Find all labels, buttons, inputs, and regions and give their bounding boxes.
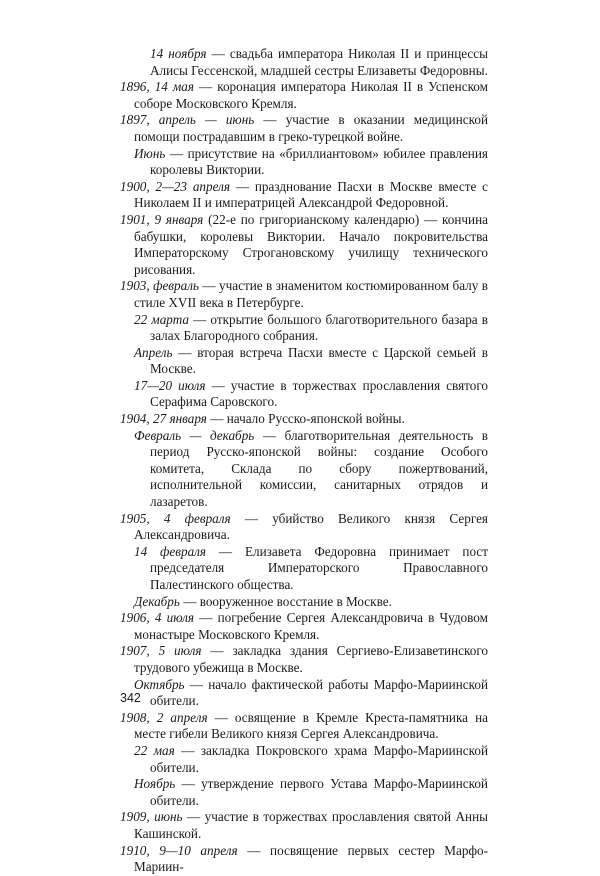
- chronology-entry: [120, 776, 488, 809]
- entry-date: 1907, 5 июля: [120, 643, 202, 659]
- chronology-entry: [120, 843, 488, 876]
- chronology-entry: [120, 411, 488, 428]
- entry-text: — закладка здания Сергиево-Елизаветинского трудового убежища в Москве.: [134, 643, 488, 675]
- entry-text: (22-е по григорианскому календарю) — кончина бабушки, королевы Виктории. Начало покровительства Императорскому Строгановскому училищу технического рисования.: [134, 211, 489, 277]
- entry-date: Ноябрь: [134, 776, 176, 792]
- entry-date: 1901, 9 января: [120, 211, 204, 227]
- entry-text: — освящение в Кремле Креста-памятника на месте гибели Великого князя Сергея Александровича.: [134, 709, 489, 742]
- entry-text: — участие в торжествах прославления святого Серафима Саровского.: [150, 377, 489, 410]
- entry-text: — начало Русско-японской войны.: [206, 411, 405, 427]
- chronology-entry: [120, 146, 488, 179]
- chronology-entry: [120, 710, 488, 743]
- chronology-entry: [120, 312, 488, 345]
- entry-text: — убийство Великого князя Сергея Александровича.: [134, 510, 488, 543]
- entry-date: Декабрь: [134, 593, 180, 609]
- chronology-entry: [120, 278, 488, 311]
- entry-text: — открытие большого благотворительного базара в залах Благородного собрания.: [150, 311, 488, 344]
- entry-date: 1904, 27 января: [120, 411, 207, 427]
- entry-text: — Елизавета Федоровна принимает пост председателя Императорского Православного Палестинского общества.: [150, 543, 488, 592]
- entry-date: Октябрь: [134, 676, 185, 692]
- entry-text: — утверждение первого Устава Марфо-Мариинской обители.: [150, 776, 488, 808]
- chronology-list: [120, 46, 488, 876]
- entry-date: 22 мая: [134, 742, 175, 758]
- entry-text: — коронация императора Николая II в Успенском соборе Московского Кремля.: [134, 79, 488, 111]
- chronology-entry: [120, 112, 488, 145]
- entry-date: 1906, 4 июля: [120, 610, 195, 626]
- entry-date: 1905, 4 февраля: [120, 510, 231, 526]
- entry-date: 1896, 14 мая: [120, 79, 195, 95]
- page-number: 342: [120, 691, 141, 705]
- entry-text: — участие в торжествах прославления святой Анны Кашинской.: [134, 809, 488, 841]
- chronology-entry: [120, 594, 488, 611]
- chronology-entry: [120, 643, 488, 676]
- entry-date: 1897, апрель — июнь: [120, 112, 255, 128]
- entry-date: Апрель: [134, 344, 173, 360]
- entry-text: — начало фактической работы Марфо-Мариинской обители.: [150, 676, 488, 709]
- entry-text: — свадьба императора Николая II и принцессы Алисы Гессенской, младшей сестры Елизаветы Федоровны.: [150, 46, 488, 78]
- entry-text: — присутствие на «бриллиантовом» юбилее правления королевы Виктории.: [150, 145, 488, 178]
- chronology-entry: [120, 677, 488, 710]
- chronology-entry: [120, 610, 488, 643]
- entry-date: 17—20 июля: [134, 377, 206, 393]
- entry-date: Февраль — декабрь: [134, 427, 255, 443]
- entry-date: 1910, 9—10 апреля: [120, 842, 238, 858]
- chronology-entry: [120, 345, 488, 378]
- chronology-entry: [120, 212, 488, 278]
- chronology-entry: [120, 179, 488, 212]
- chronology-entry: [120, 378, 488, 411]
- chronology-entry: [120, 544, 488, 594]
- chronology-entry: [120, 428, 488, 511]
- entry-date: 22 марта: [134, 311, 190, 327]
- entry-text: — участие в знаменитом костюмированном балу в стиле XVII века в Петербурге.: [134, 278, 488, 310]
- entry-date: 14 февраля: [134, 543, 207, 559]
- entry-text: — вооруженное восстание в Москве.: [179, 593, 392, 609]
- entry-text: — празднование Пасхи в Москве вместе с Николаем II и императрицей Александрой Федоровной.: [134, 178, 489, 211]
- chronology-entry: [120, 743, 488, 776]
- entry-text: — благотворительная деятельность в период Русско-японской войны: создание Особого комитета, Склада по сбору пожертвований, исполнительной комиссии, санитарных отрядов и лазаретов.: [150, 427, 488, 510]
- entry-date: 14 ноября: [150, 46, 207, 61]
- entry-text: — вторая встреча Пасхи вместе с Царской семьей в Москве.: [150, 344, 488, 377]
- entry-text: — посвящение первых сестер Марфо-Мариин-: [134, 842, 489, 875]
- entry-text: — погребение Сергея Александровича в Чудовом монастыре Московского Кремля.: [134, 610, 488, 642]
- entry-date: Июнь: [134, 145, 166, 161]
- chronology-entry: [120, 511, 488, 544]
- entry-date: 1903, февраль: [120, 278, 199, 294]
- chronology-entry: [120, 46, 488, 79]
- entry-date: 1909, июнь: [120, 809, 183, 825]
- chronology-entry: [120, 79, 488, 112]
- entry-date: 1900, 2—23 апреля: [120, 178, 231, 194]
- entry-date: 1908, 2 апреля: [120, 709, 208, 725]
- entry-text: — участие в оказании медицинской помощи пострадавшим в греко-турецкой войне.: [134, 112, 488, 144]
- chronology-entry: [120, 809, 488, 842]
- entry-text: — закладка Покровского храма Марфо-Мариинской обители.: [150, 742, 488, 775]
